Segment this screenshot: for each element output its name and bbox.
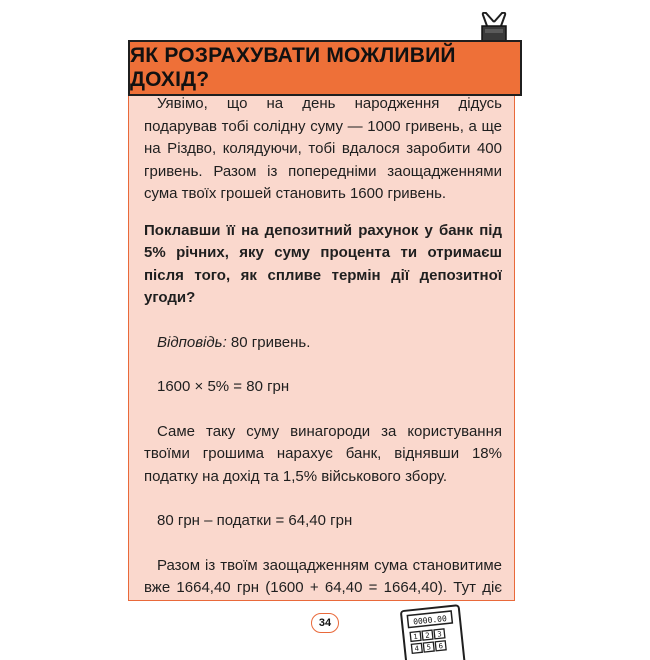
- calculator-icon: [399, 600, 467, 660]
- calc-key-3: 3: [436, 630, 443, 639]
- answer-line: [144, 332, 502, 355]
- page-title: ЯК РОЗРАХУВАТИ МОЖЛИВИЙ ДОХІД?: [130, 44, 456, 91]
- calc-key-1: 1: [412, 632, 419, 642]
- calc-key-4: 4: [414, 644, 420, 653]
- title-banner: [128, 40, 522, 96]
- answer-label: Відповідь:: [157, 333, 227, 351]
- conclusion-paragraph: Разом із твоїм заощадженням сума становитиме вже 1664,40 грн (1600 + 64,40 = 1664,40). Тут діє: [144, 556, 502, 596]
- formula-line-1: 1600 × 5% = 80 грн: [157, 378, 290, 395]
- explanation-paragraph: Саме таку суму винагороди за користування твоїми грошима нарахує банк, віднявши 18% податку на дохід та 1,5% військового збору.: [144, 422, 502, 485]
- calculator-display: 0000.00: [412, 614, 448, 627]
- calc-key-2: 2: [424, 631, 431, 640]
- calc-key-5: 5: [426, 643, 432, 652]
- intro-paragraph: Уявімо, що на день народження дідусь подарував тобі солідну суму — 1000 гривень, а ще на Різдво, колядуючи, тобі вдалося заробити 400 гривень. Разом із попередніми заощадженнями сума твоїх грошей становить 1600 гривень.: [144, 95, 502, 202]
- formula-line-2: 80 грн – податки = 64,40 грн: [157, 512, 353, 529]
- question-paragraph: Поклавши її на депозитний рахунок у банк під 5% річних, яку суму процента ти отримаєш після того, як спливе термін дії депозитної угоди?: [144, 221, 502, 306]
- calc-key-6: 6: [438, 642, 444, 651]
- page-number: 34: [311, 613, 339, 633]
- text-content: [144, 93, 502, 599]
- answer-value: 80 гривень.: [226, 333, 311, 351]
